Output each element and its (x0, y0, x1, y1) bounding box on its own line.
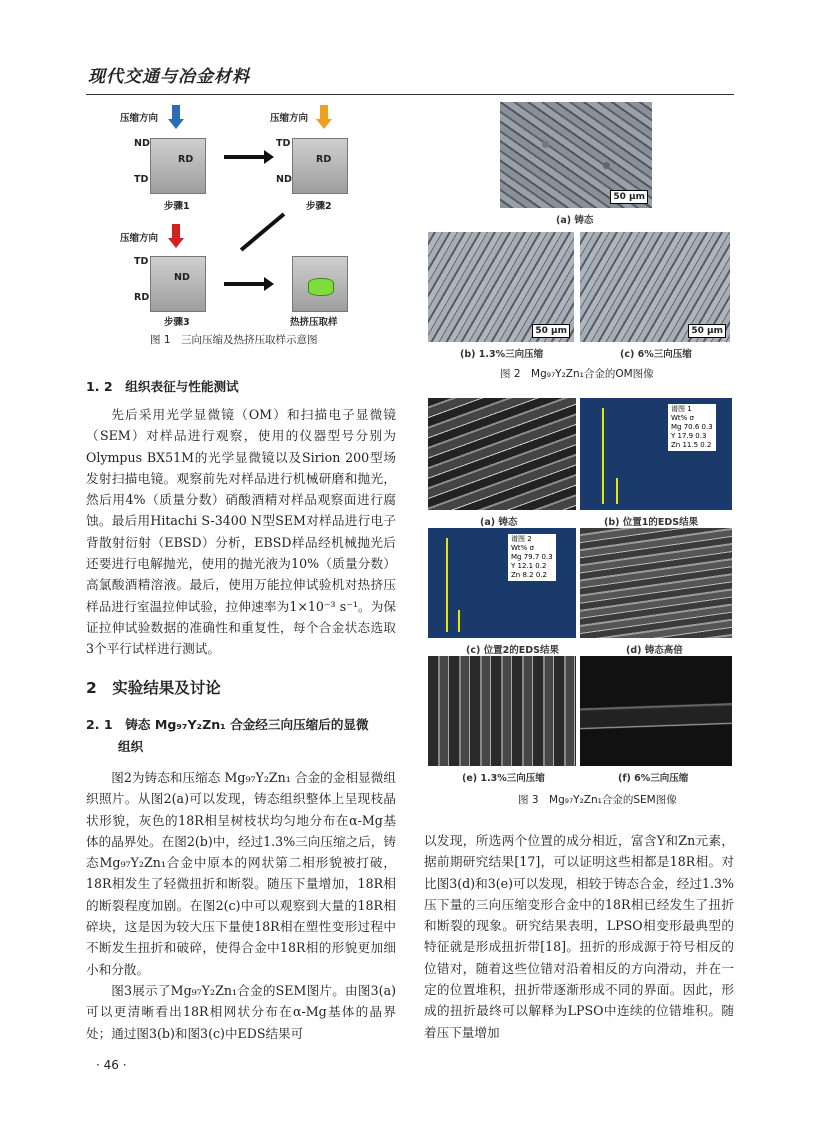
header-rule (86, 94, 734, 95)
figure-3d-image (580, 528, 732, 638)
step1-cube (150, 138, 206, 194)
eds2-head: Wt% σ (511, 544, 534, 552)
figure-2a-image (500, 102, 652, 208)
figure-3f-image (580, 656, 732, 766)
figure-2a-label: (a) 铸态 (556, 215, 594, 226)
step1-nd-label: ND (134, 138, 150, 149)
section-1-2-paragraph: 先后采用光学显微镜（OM）和扫描电子显微镜（SEM）对样品进行观察，使用的仪器型号分别为Olympus BX51M的光学显微镜以及Sirion 200型场发射扫描电镜。观察前先对样品进行机械研磨和抛光，然后用4%（质量分数）硝酸酒精对样品观察面进行腐蚀。最后用Hitachi S-3400 N型SEM对样品进行电子背散射衍射（EBSD）分析，EBSD样品经机械抛光后还要进行电解抛光，使用的抛光液为10%（质量分数）高氯酸酒精溶液。最后，使用万能拉伸试验机对热挤压样品进行室温拉伸试验，拉伸速率为1×10⁻³ s⁻¹。为保证拉伸试验数据的准确性和重复性，每个合金状态选取3个平行试样进行测试。 (86, 407, 396, 657)
step3-td-label: TD (134, 256, 149, 267)
step2-nd-label: ND (276, 174, 292, 185)
step1-label: 步骤1 (164, 201, 190, 212)
eds1-row-y: Y 17.9 0.3 (671, 432, 707, 440)
section-1-2-heading: 1. 2 组织表征与性能测试 (86, 379, 239, 394)
figure-2c-image (580, 232, 730, 342)
figure-1-caption: 图 1 三向压缩及热挤压取样示意图 (150, 334, 318, 346)
figure-3b-label: (b) 位置1的EDS结果 (604, 517, 699, 528)
figure-3f-label: (f) 6%三向压缩 (618, 773, 689, 784)
step2-label: 步骤2 (306, 201, 332, 212)
figure-2-caption: 图 2 Mg₉₇Y₂Zn₁合金的OM图像 (500, 368, 654, 380)
figure-3a-label: (a) 铸态 (480, 517, 518, 528)
section-2-heading: 2 实验结果及讨论 (86, 679, 221, 697)
figure-3e-label: (e) 1.3%三向压缩 (462, 773, 545, 784)
figure-3b-image (580, 398, 732, 510)
eds2-title: 谱图 2 (511, 535, 532, 543)
figure-3c-image (428, 528, 576, 638)
figure-3e-image (428, 656, 576, 766)
eds1-title: 谱图 1 (671, 405, 692, 413)
arrow-right-icon-2 (224, 282, 266, 286)
section-2-1-paragraph-2: 图3展示了Mg₉₇Y₂Zn₁合金的SEM图片。由图3(a)可以更清晰看出18R相网状分布在α-Mg基体的晶界处；通过图3(b)和图3(c)中EDS结果可 (86, 983, 396, 1041)
scale-bar-2a: 50 μm (610, 190, 648, 204)
step2-rd-label: RD (316, 154, 332, 165)
eds1-row-mg: Mg 70.6 0.3 (671, 423, 713, 431)
scale-bar-2b: 50 μm (532, 324, 570, 338)
section-2-1-paragraph-1: 图2为铸态和压缩态 Mg₉₇Y₂Zn₁ 合金的金相显微组织照片。从图2(a)可以发现，铸态组织整体上呈现枝晶状形貌，灰色的18R相呈树枝状均匀地分布在α-Mg基体的晶界处。在图2(b)中，经过1.3%三向压缩之后，铸态Mg₉₇Y₂Zn₁合金中原本的网状第二相形貌被打破，18R相发生了轻微扭折和断裂。随压下量增加，18R相的断裂程度加剧。在图2(c)中可以观察到大量的18R相碎块，这是因为较大压下量使18R相在塑性变形过程中不断发生扭折和破碎，使得合金中18R相的形貌更加细小和分散。 (86, 770, 396, 977)
right-column-paragraph: 以发现，所选两个位置的成分相近，富含Y和Zn元素，据前期研究结果[17]，可以证明这些相都是18R相。对比图3(d)和3(e)可以发现，相较于铸态合金，经过1.3%压下量的三向压缩变形合金中的18R相已经发生了扭折和断裂的现象。研究结果表明，LPSO相变形最典型的特征就是形成扭折带[18]。扭折的形成源于符号相反的位错对，随着这些位错对沿着相反的方向滑动，并在一定的位置堆积，扭折带逐渐形成不同的界面。因此，形成的扭折最终可以解释为LPSO中连续的位错堆积。随着压下量增加 (424, 833, 734, 1040)
step1-direction-label: 压缩方向 (120, 113, 159, 124)
page-number: · 46 · (96, 1058, 127, 1072)
step1-rd-label: RD (178, 154, 194, 165)
step3-label: 步骤3 (164, 317, 190, 328)
eds1-peak (602, 408, 604, 504)
step2-direction-label: 压缩方向 (270, 113, 309, 124)
scale-bar-2c: 50 μm (688, 324, 726, 338)
figure-3-caption: 图 3 Mg₉₇Y₂Zn₁合金的SEM图像 (518, 794, 677, 806)
section-2-1-heading-cont: 组织 (118, 739, 144, 754)
step2-td-label: TD (276, 138, 291, 149)
eds2-peak (446, 538, 448, 632)
step3-rd-label: RD (134, 292, 150, 303)
eds1-head: Wt% σ (671, 414, 694, 422)
step3-cube (150, 256, 206, 312)
step3-direction-label: 压缩方向 (120, 233, 159, 244)
eds2-row-y: Y 12.1 0.2 (511, 562, 547, 570)
section-2-1-heading: 2. 1 铸态 Mg₉₇Y₂Zn₁ 合金经三向压缩后的显微 (86, 717, 369, 732)
journal-title: 现代交通与冶金材料 (88, 67, 250, 87)
figure-3c-label: (c) 位置2的EDS结果 (466, 645, 559, 656)
arrow-diagonal-icon (240, 212, 285, 251)
cylinder-sample-icon (308, 278, 334, 296)
eds2-row-zn: Zn 8.2 0.2 (511, 571, 547, 579)
step1-td-label: TD (134, 174, 149, 185)
figure-2c-label: (c) 6%三向压缩 (620, 349, 692, 360)
eds1-row-zn: Zn 11.5 0.2 (671, 441, 712, 449)
figure-1 (110, 100, 380, 340)
step2-cube (292, 138, 348, 194)
figure-3a-image (428, 398, 576, 510)
figure-3d-label: (d) 铸态高倍 (626, 645, 683, 656)
figure-2b-image (428, 232, 574, 342)
arrow-right-icon (224, 155, 266, 159)
figure-2b-label: (b) 1.3%三向压缩 (460, 349, 544, 360)
eds2-row-mg: Mg 79.7 0.3 (511, 553, 553, 561)
step3-nd-label: ND (174, 272, 190, 283)
extrusion-label: 热挤压取样 (290, 317, 338, 328)
